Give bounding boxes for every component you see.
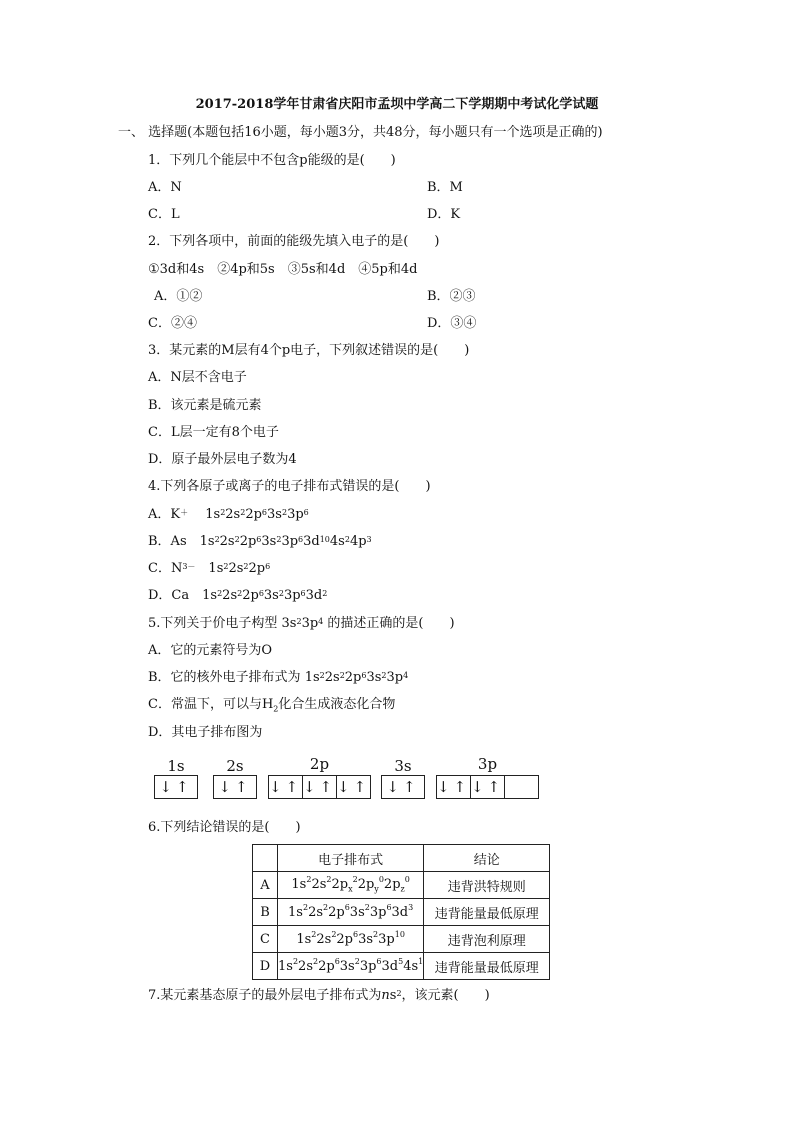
orbital-cell: ↓↑ xyxy=(470,778,505,796)
table-header-cell xyxy=(253,845,278,872)
question-5-stem: 5.下列关于价电子构型 $3s^23p^4$ 的描述正确的是( ) xyxy=(148,616,455,631)
orbital-cell: ↓↑ xyxy=(159,778,193,796)
table-cell-conclusion: 违背洪特规则 xyxy=(424,872,550,899)
question-3-option-d: D．原子最外层电子数为4 xyxy=(148,452,297,467)
question-6-table xyxy=(252,844,550,980)
question-3-option-c: C．L层一定有8个电子 xyxy=(148,425,279,440)
question-5-option-b: B．它的核外电子排布式为 $1s^22s^22p^63s^23p^4$ xyxy=(148,670,409,685)
table-cell-conclusion: 违背能量最低原理 xyxy=(424,899,550,926)
orbital-label-2p: 2p xyxy=(309,755,330,773)
question-4-option-a: A．K＋ $1s^22s^22p^63s^23p^6$ xyxy=(148,507,309,522)
question-4-stem: 4.下列各原子或离子的电子排布式错误的是( ) xyxy=(148,479,431,494)
question-1-option-b: B．M xyxy=(427,180,463,195)
question-7-stem: 7.某元素基态原子的最外层电子排布式为$ns^2$，该元素( ) xyxy=(148,988,490,1003)
table-cell-config: $1s^22s^22p^63s^23p^{10}$ xyxy=(278,926,424,953)
question-3-option-b: B．该元素是硫元素 xyxy=(148,398,262,413)
table-cell-option: A xyxy=(253,872,278,899)
question-2-option-c: C．②④ xyxy=(148,316,197,331)
orbital-box-2s xyxy=(213,775,257,799)
orbital-box-3s xyxy=(381,775,425,799)
table-row xyxy=(253,926,550,953)
table-row xyxy=(253,872,550,899)
question-2-option-a: A．①② xyxy=(154,289,203,304)
question-5-option-c: C．常温下，可以与$H_2$化合生成液态化合物 xyxy=(148,697,396,714)
orbital-box-1s xyxy=(154,775,198,799)
question-1-option-d: D．K xyxy=(427,207,461,222)
orbital-label-1s: 1s xyxy=(167,757,185,775)
orbital-cell: ↓↑ xyxy=(386,778,420,796)
question-5-option-a: A．它的元素符号为O xyxy=(148,643,273,658)
page-title: 2017-2018学年甘肃省庆阳市孟坝中学高二下学期期中考试化学试题 xyxy=(195,97,599,112)
question-4-option-d: D．Ca $1s^22s^22p^63s^23p^63d^2$ xyxy=(148,588,328,603)
orbital-cell: ↓↑ xyxy=(268,778,303,796)
table-cell-config: $1s^22s^22p_x^22p_y^02p_z^0$ xyxy=(278,872,424,899)
question-4-option-b: B．As $1s^22s^22p^63s^23p^63d^{10}4s^24p^3$ xyxy=(148,534,372,549)
orbital-label-3s: 3s xyxy=(394,757,412,775)
table-row xyxy=(253,899,550,926)
orbital-box-3p xyxy=(436,775,539,799)
table-cell-option: D xyxy=(253,953,278,980)
orbital-cell: ↓↑ xyxy=(436,778,471,796)
table-cell-option: B xyxy=(253,899,278,926)
question-6-stem: 6.下列结论错误的是( ) xyxy=(148,820,301,835)
table-header-cell: 电子排布式 xyxy=(278,845,424,872)
table-cell-config: $1s^22s^22p^63s^23p^63d^3$ xyxy=(278,899,424,926)
question-1-stem: 1．下列几个能层中不包含p能级的是( ) xyxy=(148,153,396,168)
question-3-stem: 3．某元素的M层有4个p电子，下列叙述错误的是( ) xyxy=(148,343,470,358)
table-cell-option: C xyxy=(253,926,278,953)
orbital-cell xyxy=(505,776,538,798)
question-3-option-a: A．N层不含电子 xyxy=(148,370,247,385)
orbital-cell: ↓↑ xyxy=(218,778,252,796)
section-heading: 一、 选择题(本题包括16小题，每小题3分，共48分，每小题只有一个选项是正确的) xyxy=(118,125,603,140)
orbital-box-2p xyxy=(268,775,371,799)
question-4-option-c: C．$N^{3-}$ $1s^22s^22p^6$ xyxy=(148,561,271,576)
question-2-items: ①3d和4s ②4p和5s ③5s和4d ④5p和4d xyxy=(148,262,418,277)
table-header-row xyxy=(253,845,550,872)
orbital-label-3p: 3p xyxy=(477,755,498,773)
question-2-option-b: B．②③ xyxy=(427,289,476,304)
orbital-label-2s: 2s xyxy=(226,757,244,775)
question-1-option-c: C．L xyxy=(148,207,180,222)
question-1-option-a: A．N xyxy=(148,180,182,195)
table-cell-conclusion: 违背泡利原理 xyxy=(424,926,550,953)
table-cell-conclusion: 违背能量最低原理 xyxy=(424,953,550,980)
table-cell-config: $1s^22s^22p^63s^23p^63d^54s^1$ xyxy=(278,953,424,980)
table-header-cell: 结论 xyxy=(424,845,550,872)
question-5-option-d: D．其电子排布图为 xyxy=(148,725,263,740)
question-2-stem: 2．下列各项中，前面的能级先填入电子的是( ) xyxy=(148,234,440,249)
question-2-option-d: D．③④ xyxy=(427,316,477,331)
table-row xyxy=(253,953,550,980)
orbital-cell: ↓↑ xyxy=(302,778,337,796)
orbital-cell: ↓↑ xyxy=(336,778,371,796)
